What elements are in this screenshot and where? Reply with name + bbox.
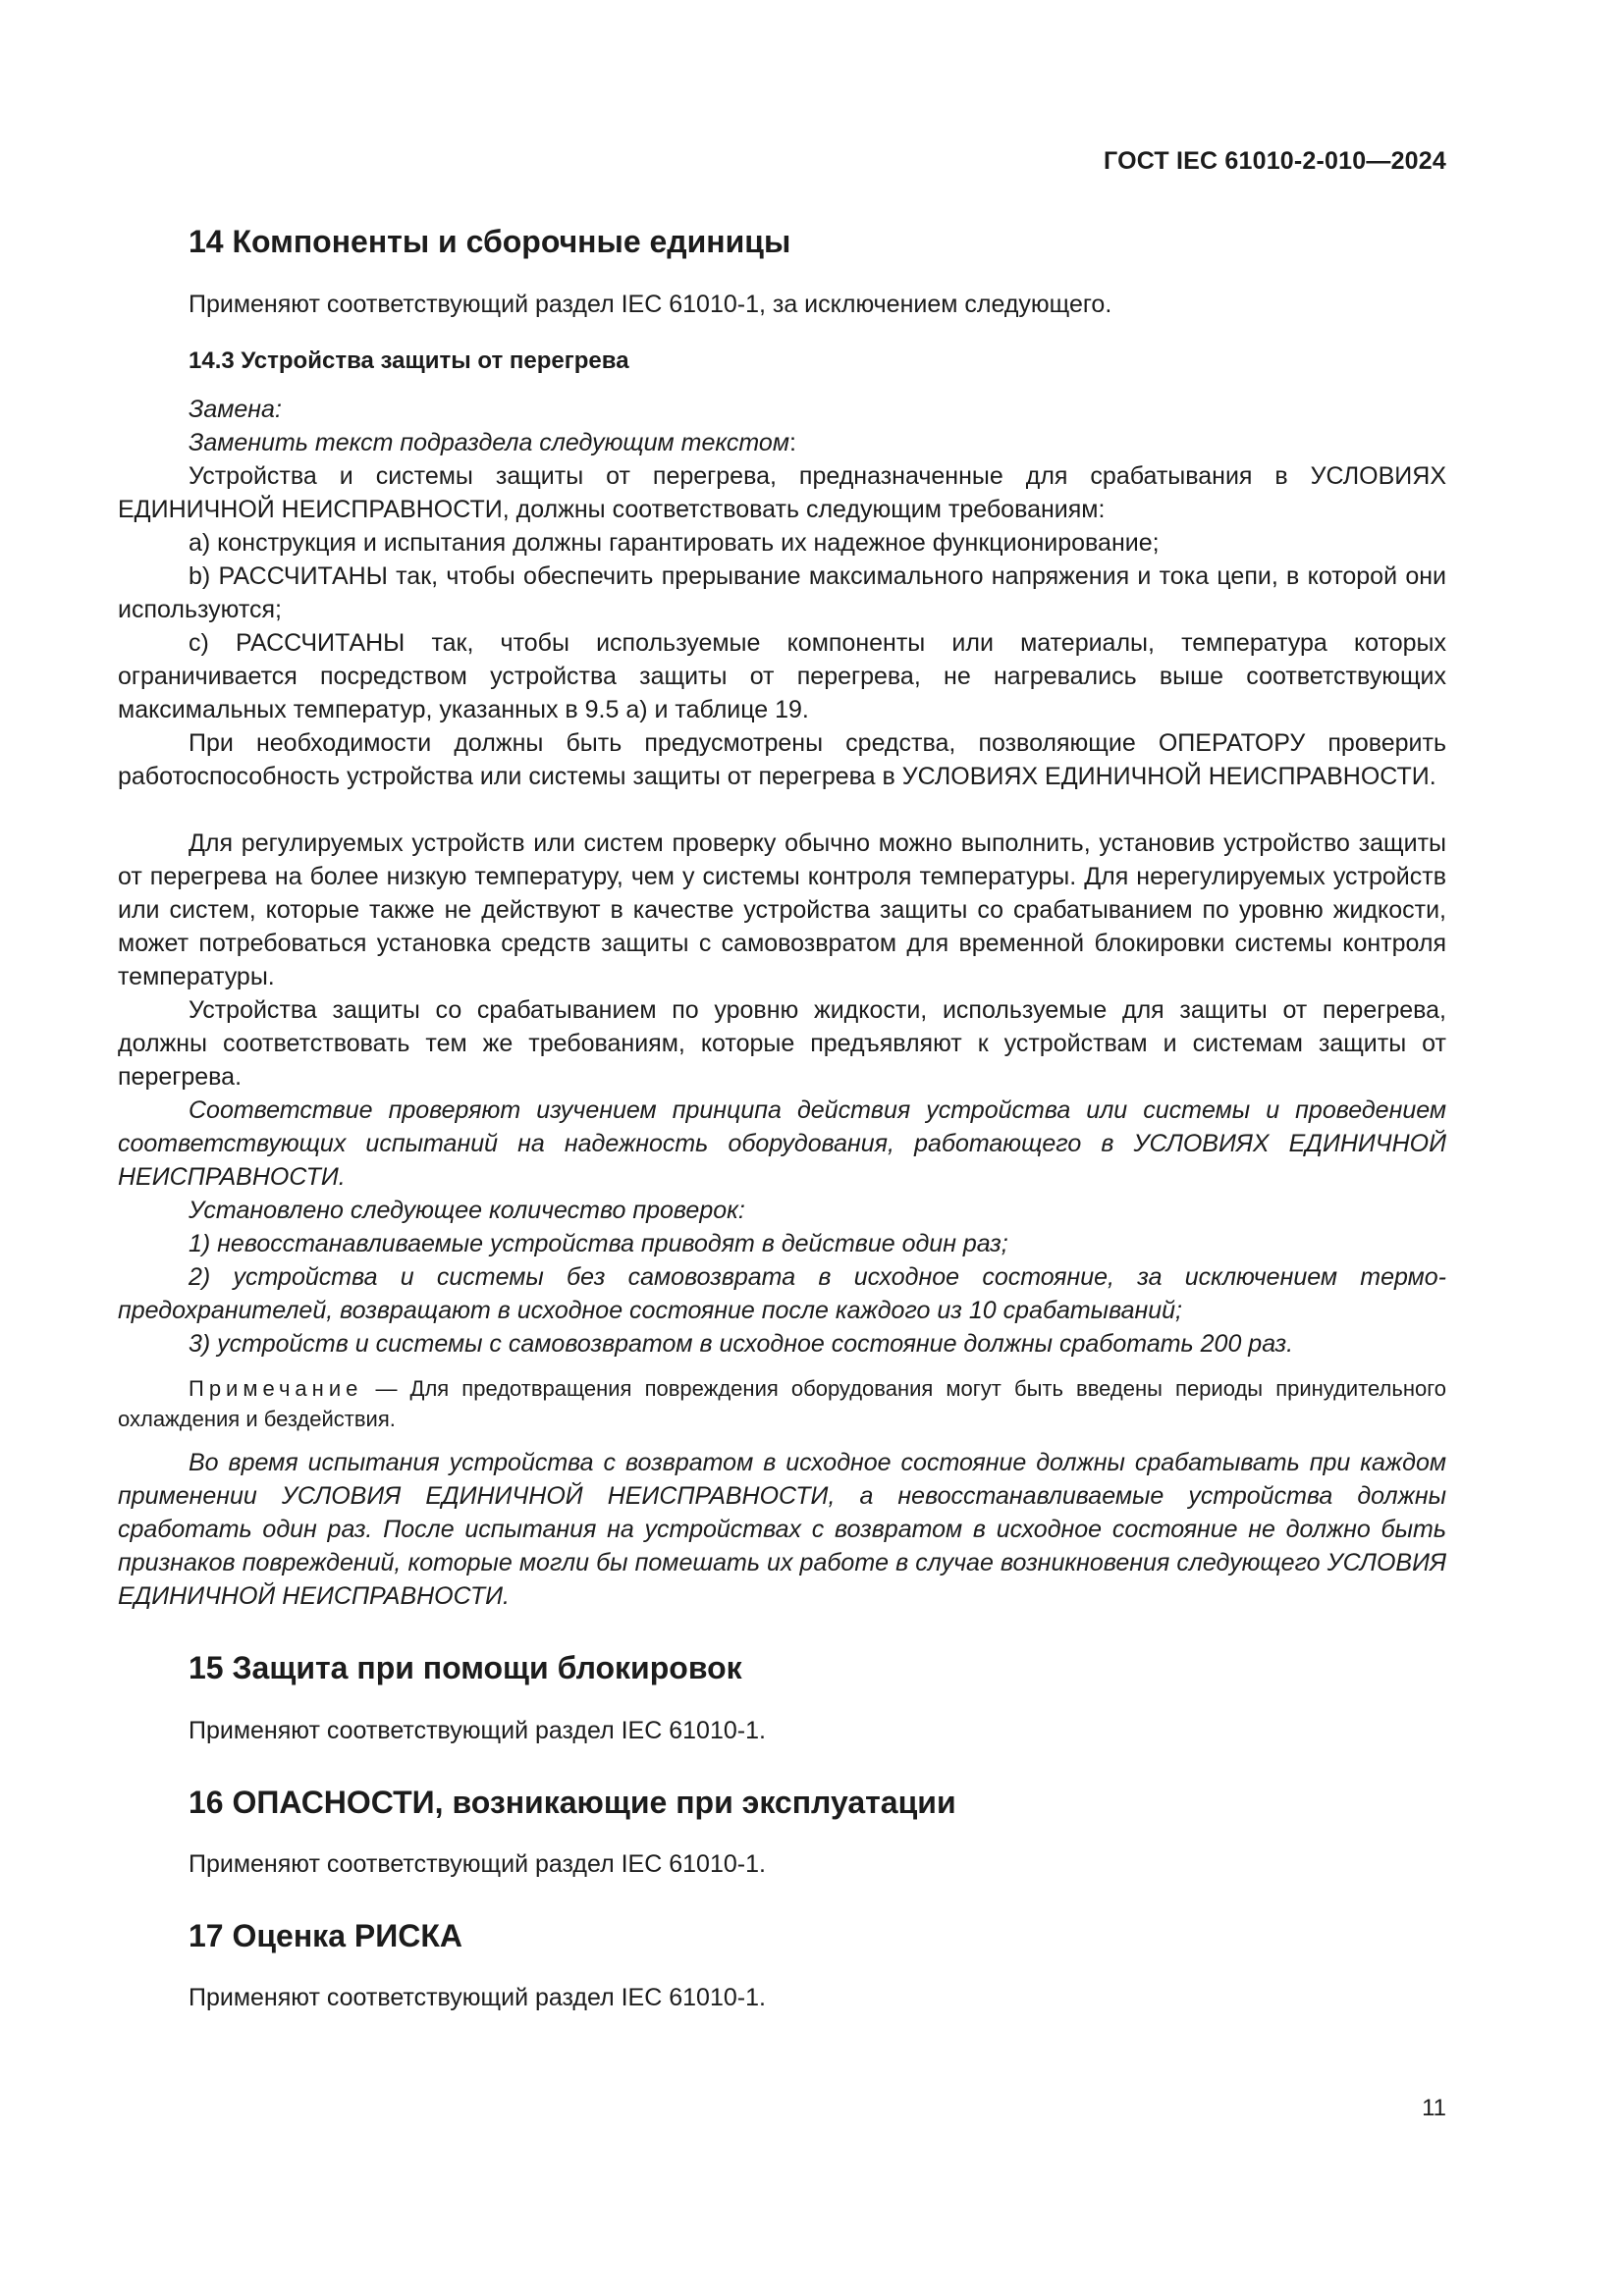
list-item-a: a) конструкция и испытания должны гарантировать их надежное функционирование; bbox=[189, 529, 1160, 557]
section-16-text: Применяют соответствующий раздел IEC 61010-1. bbox=[189, 1850, 766, 1878]
paragraph-test-results: Во время испытания устройства с возвратом в исходное состояние должны срабатывать при каждом применении УСЛОВИЯ ЕДИНИЧНОЙ НЕИСПРАВНОСТИ, а невосстанавливаемые устройства должны сработать один раз. После испытания на устройствах с возвратом в исходное состояние не должно быть признаков повреждений, которые могли бы помешать их работе в случае возникновения следующего УСЛОВИЯ ЕДИНИЧНОЙ НЕИСПРАВНОСТИ. bbox=[118, 1449, 1446, 1610]
page-number: 11 bbox=[1422, 2095, 1446, 2121]
section-14-title: 14 Компоненты и сборочные единицы bbox=[189, 224, 791, 259]
list-item-c: c) РАССЧИТАНЫ так, чтобы используемые компоненты или материалы, температура которых ограничивается посредством устройства защиты от перегрева, не нагревались выше соответствующих максимальных температур, указанных в 9.5 а) и таблице 19. bbox=[118, 629, 1446, 723]
subsection-14-3-title: 14.3 Устройства защиты от перегрева bbox=[189, 347, 629, 374]
section-17-text: Применяют соответствующий раздел IEC 61010-1. bbox=[189, 1984, 766, 2011]
paragraph-compliance: Соответствие проверяют изучением принципа действия устройства или системы и проведением соответствующих испытаний на надежность оборудования, работающего в УСЛОВИЯХ ЕДИНИЧНОЙ НЕИСПРАВНОСТИ. bbox=[118, 1096, 1446, 1191]
replacement-instruction-text: Заменить текст подраздела следующим текстом bbox=[189, 429, 789, 456]
checks-item-2: 2) устройства и системы без самовозврата в исходное состояние, за исключением термопредохранителей, возвращают в исходное состояние после каждого из 10 срабатываний; bbox=[118, 1263, 1446, 1324]
section-14-intro: Применяют соответствующий раздел IEC 61010-1, за исключением следующего. bbox=[189, 291, 1112, 318]
list-item-b: b) РАССЧИТАНЫ так, чтобы обеспечить прерывание максимального напряжения и тока цепи, в которой они используются; bbox=[118, 562, 1446, 623]
replacement-instruction-colon: : bbox=[788, 429, 796, 456]
checks-item-3: 3) устройств и системы с самовозвратом в исходное состояние должны сработать 200 раз. bbox=[189, 1330, 1294, 1358]
section-16-title: 16 ОПАСНОСТИ, возникающие при эксплуатации bbox=[189, 1785, 956, 1820]
replacement-label: Замена: bbox=[189, 396, 282, 423]
document-header: ГОСТ IEC 61010-2-010—2024 bbox=[1104, 147, 1446, 175]
note-label: Примечание bbox=[189, 1376, 363, 1401]
section-15-text: Применяют соответствующий раздел IEC 61010-1. bbox=[189, 1717, 766, 1744]
paragraph-liquid-level: Устройства защиты со срабатыванием по уровню жидкости, используемые для защиты от перегрева, должны соответствовать тем же требованиям, которые предъявляют к устройствам и системам защиты от перегрева. bbox=[118, 996, 1446, 1091]
note-text: — Для предотвращения повреждения оборудования могут быть введены периоды принудительного охлаждения и бездействия. bbox=[118, 1376, 1446, 1431]
note bbox=[118, 1373, 1446, 1434]
paragraph-requirements: Устройства и системы защиты от перегрева, предназначенные для срабатывания в УСЛОВИЯХ ЕДИНИЧНОЙ НЕИСПРАВНОСТИ, должны соответствовать следующим требованиям: bbox=[118, 462, 1446, 523]
paragraph-checks-count: Установлено следующее количество проверок: bbox=[189, 1197, 745, 1224]
section-15-title: 15 Защита при помощи блокировок bbox=[189, 1650, 742, 1685]
paragraph-operator-check: При необходимости должны быть предусмотрены средства, позволяющие ОПЕРАТОРУ проверить работоспособность устройства или системы защиты от перегрева в УСЛОВИЯХ ЕДИНИЧНОЙ НЕИСПРАВНОСТИ. bbox=[118, 729, 1446, 790]
section-17-title: 17 Оценка РИСКА bbox=[189, 1918, 462, 1953]
replacement-instruction bbox=[118, 426, 1446, 459]
paragraph-adjustable-devices: Для регулируемых устройств или систем проверку обычно можно выполнить, установив устройство защиты от перегрева на более низкую температуру, чем у системы контроля температуры. Для нерегулируемых устройств или систем, которые также не действуют в качестве устройства защиты со срабатыванием по уровню жидкости, может потребоваться установка средств защиты с самовозвратом для временной блокировки системы контроля температуры. bbox=[118, 829, 1446, 990]
checks-item-1: 1) невосстанавливаемые устройства приводят в действие один раз; bbox=[189, 1230, 1008, 1257]
